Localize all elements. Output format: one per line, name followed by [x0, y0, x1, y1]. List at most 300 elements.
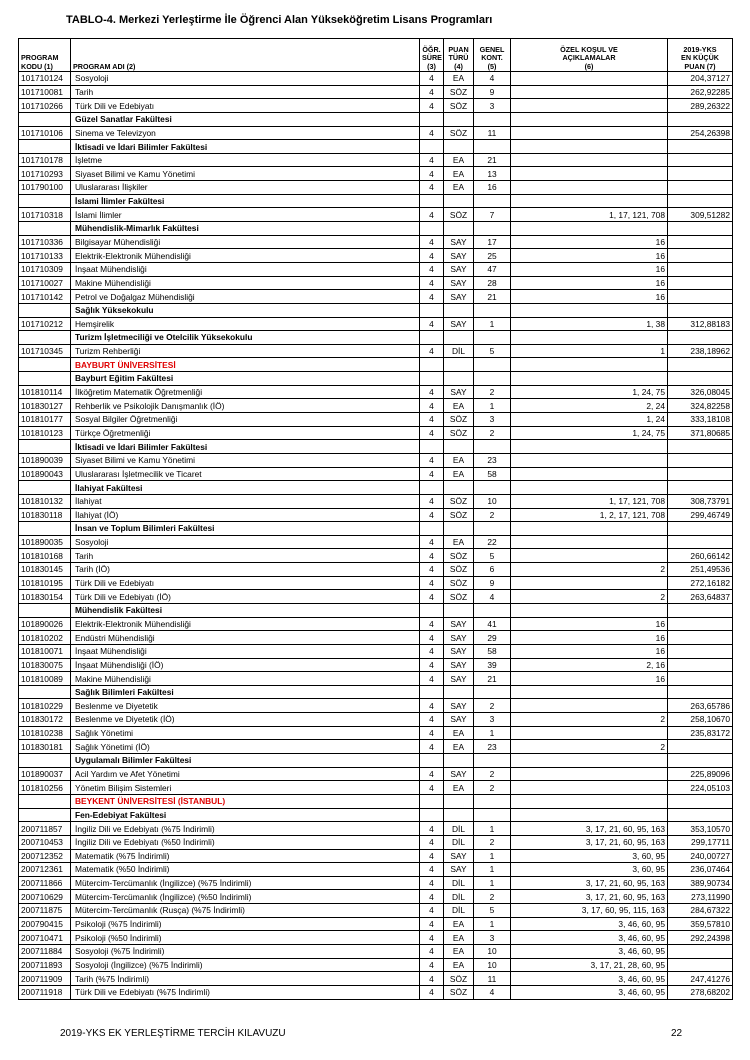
empty-cell: [420, 440, 444, 454]
empty-cell: [420, 222, 444, 236]
program-min-score: [668, 235, 733, 249]
empty-cell: [668, 140, 733, 154]
program-score-type: DİL: [444, 904, 474, 918]
faculty-row: [19, 808, 733, 822]
program-code: 200710471: [19, 931, 71, 945]
table-row: [19, 863, 733, 877]
empty-cell: [668, 440, 733, 454]
program-score-type: SAY: [444, 849, 474, 863]
program-score-type: SAY: [444, 713, 474, 727]
empty-cell: [511, 522, 668, 536]
program-code: 101890026: [19, 617, 71, 631]
program-score-type: EA: [444, 167, 474, 181]
program-code: 101710106: [19, 126, 71, 140]
empty-cell: [420, 194, 444, 208]
table-row: [19, 426, 733, 440]
empty-cell: [444, 522, 474, 536]
table-row: [19, 413, 733, 427]
program-name: Petrol ve Doğalgaz Mühendisliği: [71, 290, 420, 304]
program-min-score: 251,49536: [668, 563, 733, 577]
table-row: [19, 835, 733, 849]
empty-cell: [420, 794, 444, 808]
program-conditions: 3, 17, 60, 95, 115, 163: [511, 904, 668, 918]
program-min-score: 273,11990: [668, 890, 733, 904]
program-duration: 4: [420, 99, 444, 113]
empty-cell: [19, 481, 71, 495]
table-row: [19, 713, 733, 727]
program-quota: 4: [474, 72, 511, 86]
program-conditions: 1: [511, 344, 668, 358]
program-duration: 4: [420, 931, 444, 945]
program-min-score: [668, 740, 733, 754]
program-conditions: [511, 167, 668, 181]
empty-cell: [511, 303, 668, 317]
program-quota: 2: [474, 699, 511, 713]
empty-cell: [444, 440, 474, 454]
program-duration: 4: [420, 385, 444, 399]
table-row: [19, 590, 733, 604]
program-duration: 4: [420, 972, 444, 986]
faculty-name: İnsan ve Toplum Bilimleri Fakültesi: [71, 522, 420, 536]
faculty-row: [19, 481, 733, 495]
program-name: Siyaset Bilimi ve Kamu Yönetimi: [71, 167, 420, 181]
program-code: 200790415: [19, 917, 71, 931]
program-conditions: 1, 17, 121, 708: [511, 208, 668, 222]
program-code: 101810238: [19, 726, 71, 740]
empty-cell: [668, 808, 733, 822]
program-score-type: SAY: [444, 290, 474, 304]
program-code: 101710027: [19, 276, 71, 290]
empty-cell: [474, 331, 511, 345]
program-duration: 4: [420, 590, 444, 604]
program-duration: 4: [420, 767, 444, 781]
program-name: Elektrik-Elektronik Mühendisliği: [71, 249, 420, 263]
empty-cell: [420, 331, 444, 345]
empty-cell: [444, 685, 474, 699]
empty-cell: [444, 140, 474, 154]
program-name: Siyaset Bilimi ve Kamu Yönetimi: [71, 453, 420, 467]
program-score-type: SÖZ: [444, 85, 474, 99]
program-conditions: 16: [511, 617, 668, 631]
program-score-type: SAY: [444, 317, 474, 331]
program-score-type: SÖZ: [444, 508, 474, 522]
empty-cell: [668, 222, 733, 236]
program-duration: 4: [420, 849, 444, 863]
table-header-row: [19, 39, 733, 72]
table-row: [19, 262, 733, 276]
empty-cell: [668, 194, 733, 208]
program-duration: 4: [420, 890, 444, 904]
program-min-score: [668, 658, 733, 672]
table-row: [19, 235, 733, 249]
table-row: [19, 399, 733, 413]
program-quota: 2: [474, 385, 511, 399]
program-duration: 4: [420, 876, 444, 890]
program-quota: 23: [474, 453, 511, 467]
program-name: Sağlık Yönetimi: [71, 726, 420, 740]
program-duration: 4: [420, 576, 444, 590]
empty-cell: [511, 194, 668, 208]
empty-cell: [420, 808, 444, 822]
program-code: 101710266: [19, 99, 71, 113]
program-quota: 1: [474, 849, 511, 863]
program-quota: 11: [474, 972, 511, 986]
program-duration: 4: [420, 658, 444, 672]
empty-cell: [511, 685, 668, 699]
header-score-type: PUAN TÜRÜ (4): [444, 39, 474, 72]
table-row: [19, 985, 733, 999]
faculty-row: [19, 112, 733, 126]
empty-cell: [444, 754, 474, 768]
empty-cell: [511, 603, 668, 617]
program-name: İngiliz Dili ve Edebiyatı (%50 İndirimli): [71, 835, 420, 849]
program-duration: 4: [420, 985, 444, 999]
program-conditions: 16: [511, 644, 668, 658]
table-row: [19, 740, 733, 754]
program-min-score: [668, 958, 733, 972]
program-name: Elektrik-Elektronik Mühendisliği: [71, 617, 420, 631]
empty-cell: [420, 481, 444, 495]
program-score-type: SAY: [444, 863, 474, 877]
program-duration: 4: [420, 699, 444, 713]
programs-table: [18, 38, 733, 1000]
table-row: [19, 290, 733, 304]
program-score-type: EA: [444, 467, 474, 481]
faculty-name: Mühendislik Fakültesi: [71, 603, 420, 617]
university-row: [19, 358, 733, 372]
program-score-type: EA: [444, 399, 474, 413]
table-row: [19, 208, 733, 222]
table-row: [19, 699, 733, 713]
program-conditions: 2: [511, 590, 668, 604]
empty-cell: [474, 372, 511, 386]
faculty-row: [19, 754, 733, 768]
program-name: Uluslararası İlişkiler: [71, 181, 420, 195]
program-min-score: 263,65786: [668, 699, 733, 713]
program-duration: 4: [420, 72, 444, 86]
program-code: 101810177: [19, 413, 71, 427]
table-body: [19, 72, 733, 1000]
program-min-score: 225,89096: [668, 767, 733, 781]
table-row: [19, 344, 733, 358]
empty-cell: [511, 140, 668, 154]
program-min-score: 236,07464: [668, 863, 733, 877]
program-min-score: 262,92285: [668, 85, 733, 99]
empty-cell: [474, 522, 511, 536]
program-score-type: EA: [444, 72, 474, 86]
program-name: Turizm Rehberliği: [71, 344, 420, 358]
program-code: 101830127: [19, 399, 71, 413]
page-title: TABLO-4. Merkezi Yerleştirme İle Öğrenci Alan Yükseköğretim Lisans Programları: [66, 14, 493, 26]
table-row: [19, 453, 733, 467]
program-quota: 7: [474, 208, 511, 222]
program-min-score: [668, 535, 733, 549]
program-duration: 4: [420, 781, 444, 795]
program-code: 101890035: [19, 535, 71, 549]
program-score-type: SAY: [444, 644, 474, 658]
program-min-score: [668, 631, 733, 645]
program-quota: 21: [474, 153, 511, 167]
empty-cell: [474, 808, 511, 822]
program-score-type: SÖZ: [444, 563, 474, 577]
program-score-type: SÖZ: [444, 208, 474, 222]
program-conditions: [511, 72, 668, 86]
program-name: Psikoloji (%50 İndirimli): [71, 931, 420, 945]
program-min-score: 289,26322: [668, 99, 733, 113]
program-score-type: SAY: [444, 672, 474, 686]
table-row: [19, 658, 733, 672]
program-quota: 1: [474, 822, 511, 836]
program-code: 101790100: [19, 181, 71, 195]
program-conditions: 1, 24: [511, 413, 668, 427]
empty-cell: [668, 481, 733, 495]
empty-cell: [19, 685, 71, 699]
table-row: [19, 631, 733, 645]
program-conditions: 1, 24, 75: [511, 426, 668, 440]
program-score-type: DİL: [444, 890, 474, 904]
table-row: [19, 153, 733, 167]
empty-cell: [668, 603, 733, 617]
program-name: Acil Yardım ve Afet Yönetimi: [71, 767, 420, 781]
program-conditions: [511, 781, 668, 795]
program-quota: 5: [474, 549, 511, 563]
table-row: [19, 917, 733, 931]
program-duration: 4: [420, 835, 444, 849]
header-program-name: PROGRAM ADI (2): [71, 39, 420, 72]
program-quota: 1: [474, 863, 511, 877]
table-row: [19, 958, 733, 972]
faculty-row: [19, 303, 733, 317]
table-row: [19, 126, 733, 140]
program-code: 101710133: [19, 249, 71, 263]
faculty-name: Sağlık Bilimleri Fakültesi: [71, 685, 420, 699]
program-conditions: 2: [511, 740, 668, 754]
program-code: 101810089: [19, 672, 71, 686]
empty-cell: [444, 112, 474, 126]
faculty-row: [19, 140, 733, 154]
program-score-type: EA: [444, 781, 474, 795]
program-score-type: EA: [444, 740, 474, 754]
table-row: [19, 822, 733, 836]
program-quota: 39: [474, 658, 511, 672]
empty-cell: [511, 372, 668, 386]
table-row: [19, 672, 733, 686]
program-score-type: SAY: [444, 276, 474, 290]
table-row: [19, 781, 733, 795]
empty-cell: [444, 303, 474, 317]
program-min-score: 308,73791: [668, 494, 733, 508]
program-name: Mütercim-Tercümanlık (İngilizce) (%75 İndirimli): [71, 876, 420, 890]
table-row: [19, 576, 733, 590]
program-code: 200711857: [19, 822, 71, 836]
university-row: [19, 794, 733, 808]
program-quota: 5: [474, 344, 511, 358]
program-conditions: [511, 699, 668, 713]
program-name: İslami İlimler: [71, 208, 420, 222]
program-min-score: 272,16182: [668, 576, 733, 590]
program-code: 101710142: [19, 290, 71, 304]
program-name: Tarih (İÖ): [71, 563, 420, 577]
program-min-score: 224,05103: [668, 781, 733, 795]
program-code: 101710081: [19, 85, 71, 99]
table-row: [19, 972, 733, 986]
program-min-score: 312,88183: [668, 317, 733, 331]
program-score-type: SÖZ: [444, 494, 474, 508]
program-score-type: EA: [444, 958, 474, 972]
program-duration: 4: [420, 494, 444, 508]
program-name: Sosyoloji: [71, 72, 420, 86]
program-name: İngiliz Dili ve Edebiyatı (%75 İndirimli): [71, 822, 420, 836]
program-min-score: 238,18962: [668, 344, 733, 358]
program-min-score: [668, 453, 733, 467]
program-name: Türk Dili ve Edebiyatı: [71, 576, 420, 590]
empty-cell: [19, 331, 71, 345]
program-name: Türk Dili ve Edebiyatı: [71, 99, 420, 113]
program-min-score: [668, 167, 733, 181]
program-duration: 4: [420, 563, 444, 577]
table-row: [19, 99, 733, 113]
program-code: 101830118: [19, 508, 71, 522]
empty-cell: [511, 481, 668, 495]
program-score-type: SAY: [444, 631, 474, 645]
program-name: Türkçe Öğretmenliği: [71, 426, 420, 440]
table-row: [19, 767, 733, 781]
empty-cell: [668, 331, 733, 345]
program-code: 101710345: [19, 344, 71, 358]
program-conditions: 2: [511, 713, 668, 727]
program-score-type: SAY: [444, 249, 474, 263]
program-duration: 4: [420, 262, 444, 276]
empty-cell: [511, 754, 668, 768]
program-name: İlahiyat (İÖ): [71, 508, 420, 522]
faculty-row: [19, 194, 733, 208]
empty-cell: [420, 522, 444, 536]
program-quota: 25: [474, 249, 511, 263]
program-quota: 22: [474, 535, 511, 549]
empty-cell: [668, 303, 733, 317]
table-row: [19, 72, 733, 86]
empty-cell: [19, 358, 71, 372]
program-score-type: SÖZ: [444, 590, 474, 604]
program-score-type: SAY: [444, 767, 474, 781]
program-quota: 29: [474, 631, 511, 645]
program-name: Sinema ve Televizyon: [71, 126, 420, 140]
program-name: Matematik (%50 İndirimli): [71, 863, 420, 877]
program-conditions: 3, 17, 21, 60, 95, 163: [511, 835, 668, 849]
program-quota: 2: [474, 508, 511, 522]
university-name: BEYKENT ÜNİVERSİTESİ (İSTANBUL): [71, 794, 420, 808]
table-row: [19, 535, 733, 549]
program-quota: 23: [474, 740, 511, 754]
program-code: 101710212: [19, 317, 71, 331]
program-min-score: 333,18108: [668, 413, 733, 427]
program-conditions: 16: [511, 672, 668, 686]
program-conditions: [511, 126, 668, 140]
faculty-row: [19, 685, 733, 699]
program-min-score: 240,00727: [668, 849, 733, 863]
program-conditions: 2, 16: [511, 658, 668, 672]
program-conditions: 16: [511, 290, 668, 304]
empty-cell: [474, 222, 511, 236]
program-score-type: EA: [444, 153, 474, 167]
program-quota: 41: [474, 617, 511, 631]
program-name: Makine Mühendisliği: [71, 276, 420, 290]
program-score-type: SÖZ: [444, 985, 474, 999]
program-duration: 4: [420, 508, 444, 522]
program-code: 101710124: [19, 72, 71, 86]
empty-cell: [19, 372, 71, 386]
program-code: 101810229: [19, 699, 71, 713]
empty-cell: [420, 358, 444, 372]
program-min-score: [668, 181, 733, 195]
empty-cell: [474, 603, 511, 617]
empty-cell: [474, 358, 511, 372]
program-name: Endüstri Mühendisliği: [71, 631, 420, 645]
program-min-score: 292,24398: [668, 931, 733, 945]
program-conditions: [511, 576, 668, 590]
program-quota: 1: [474, 876, 511, 890]
program-conditions: 1, 38: [511, 317, 668, 331]
program-quota: 10: [474, 945, 511, 959]
empty-cell: [511, 222, 668, 236]
empty-cell: [668, 754, 733, 768]
program-quota: 1: [474, 917, 511, 931]
program-quota: 4: [474, 590, 511, 604]
empty-cell: [511, 331, 668, 345]
program-name: Makine Mühendisliği: [71, 672, 420, 686]
program-code: 200711909: [19, 972, 71, 986]
program-quota: 11: [474, 126, 511, 140]
program-min-score: 284,67322: [668, 904, 733, 918]
program-name: Türk Dili ve Edebiyatı (%75 İndirimli): [71, 985, 420, 999]
program-quota: 2: [474, 767, 511, 781]
empty-cell: [420, 603, 444, 617]
program-duration: 4: [420, 153, 444, 167]
program-min-score: [668, 276, 733, 290]
program-duration: 4: [420, 535, 444, 549]
program-code: 101710318: [19, 208, 71, 222]
empty-cell: [444, 603, 474, 617]
program-conditions: [511, 99, 668, 113]
faculty-name: İslami İlimler Fakültesi: [71, 194, 420, 208]
program-min-score: [668, 644, 733, 658]
program-quota: 1: [474, 726, 511, 740]
program-duration: 4: [420, 631, 444, 645]
table-row: [19, 876, 733, 890]
program-score-type: SAY: [444, 262, 474, 276]
empty-cell: [668, 112, 733, 126]
table-row: [19, 945, 733, 959]
program-code: 101830181: [19, 740, 71, 754]
program-code: 101890043: [19, 467, 71, 481]
empty-cell: [511, 440, 668, 454]
program-conditions: 3, 17, 21, 60, 95, 163: [511, 890, 668, 904]
program-code: 200710629: [19, 890, 71, 904]
program-conditions: [511, 726, 668, 740]
program-duration: 4: [420, 549, 444, 563]
empty-cell: [19, 112, 71, 126]
program-name: Hemşirelik: [71, 317, 420, 331]
program-conditions: 3, 46, 60, 95: [511, 972, 668, 986]
program-code: 101710336: [19, 235, 71, 249]
program-quota: 2: [474, 781, 511, 795]
faculty-name: İktisadi ve İdari Bilimler Fakültesi: [71, 440, 420, 454]
table-row: [19, 849, 733, 863]
program-code: 101810132: [19, 494, 71, 508]
program-conditions: [511, 767, 668, 781]
program-code: 200711866: [19, 876, 71, 890]
program-name: Psikoloji (%75 İndirimli): [71, 917, 420, 931]
